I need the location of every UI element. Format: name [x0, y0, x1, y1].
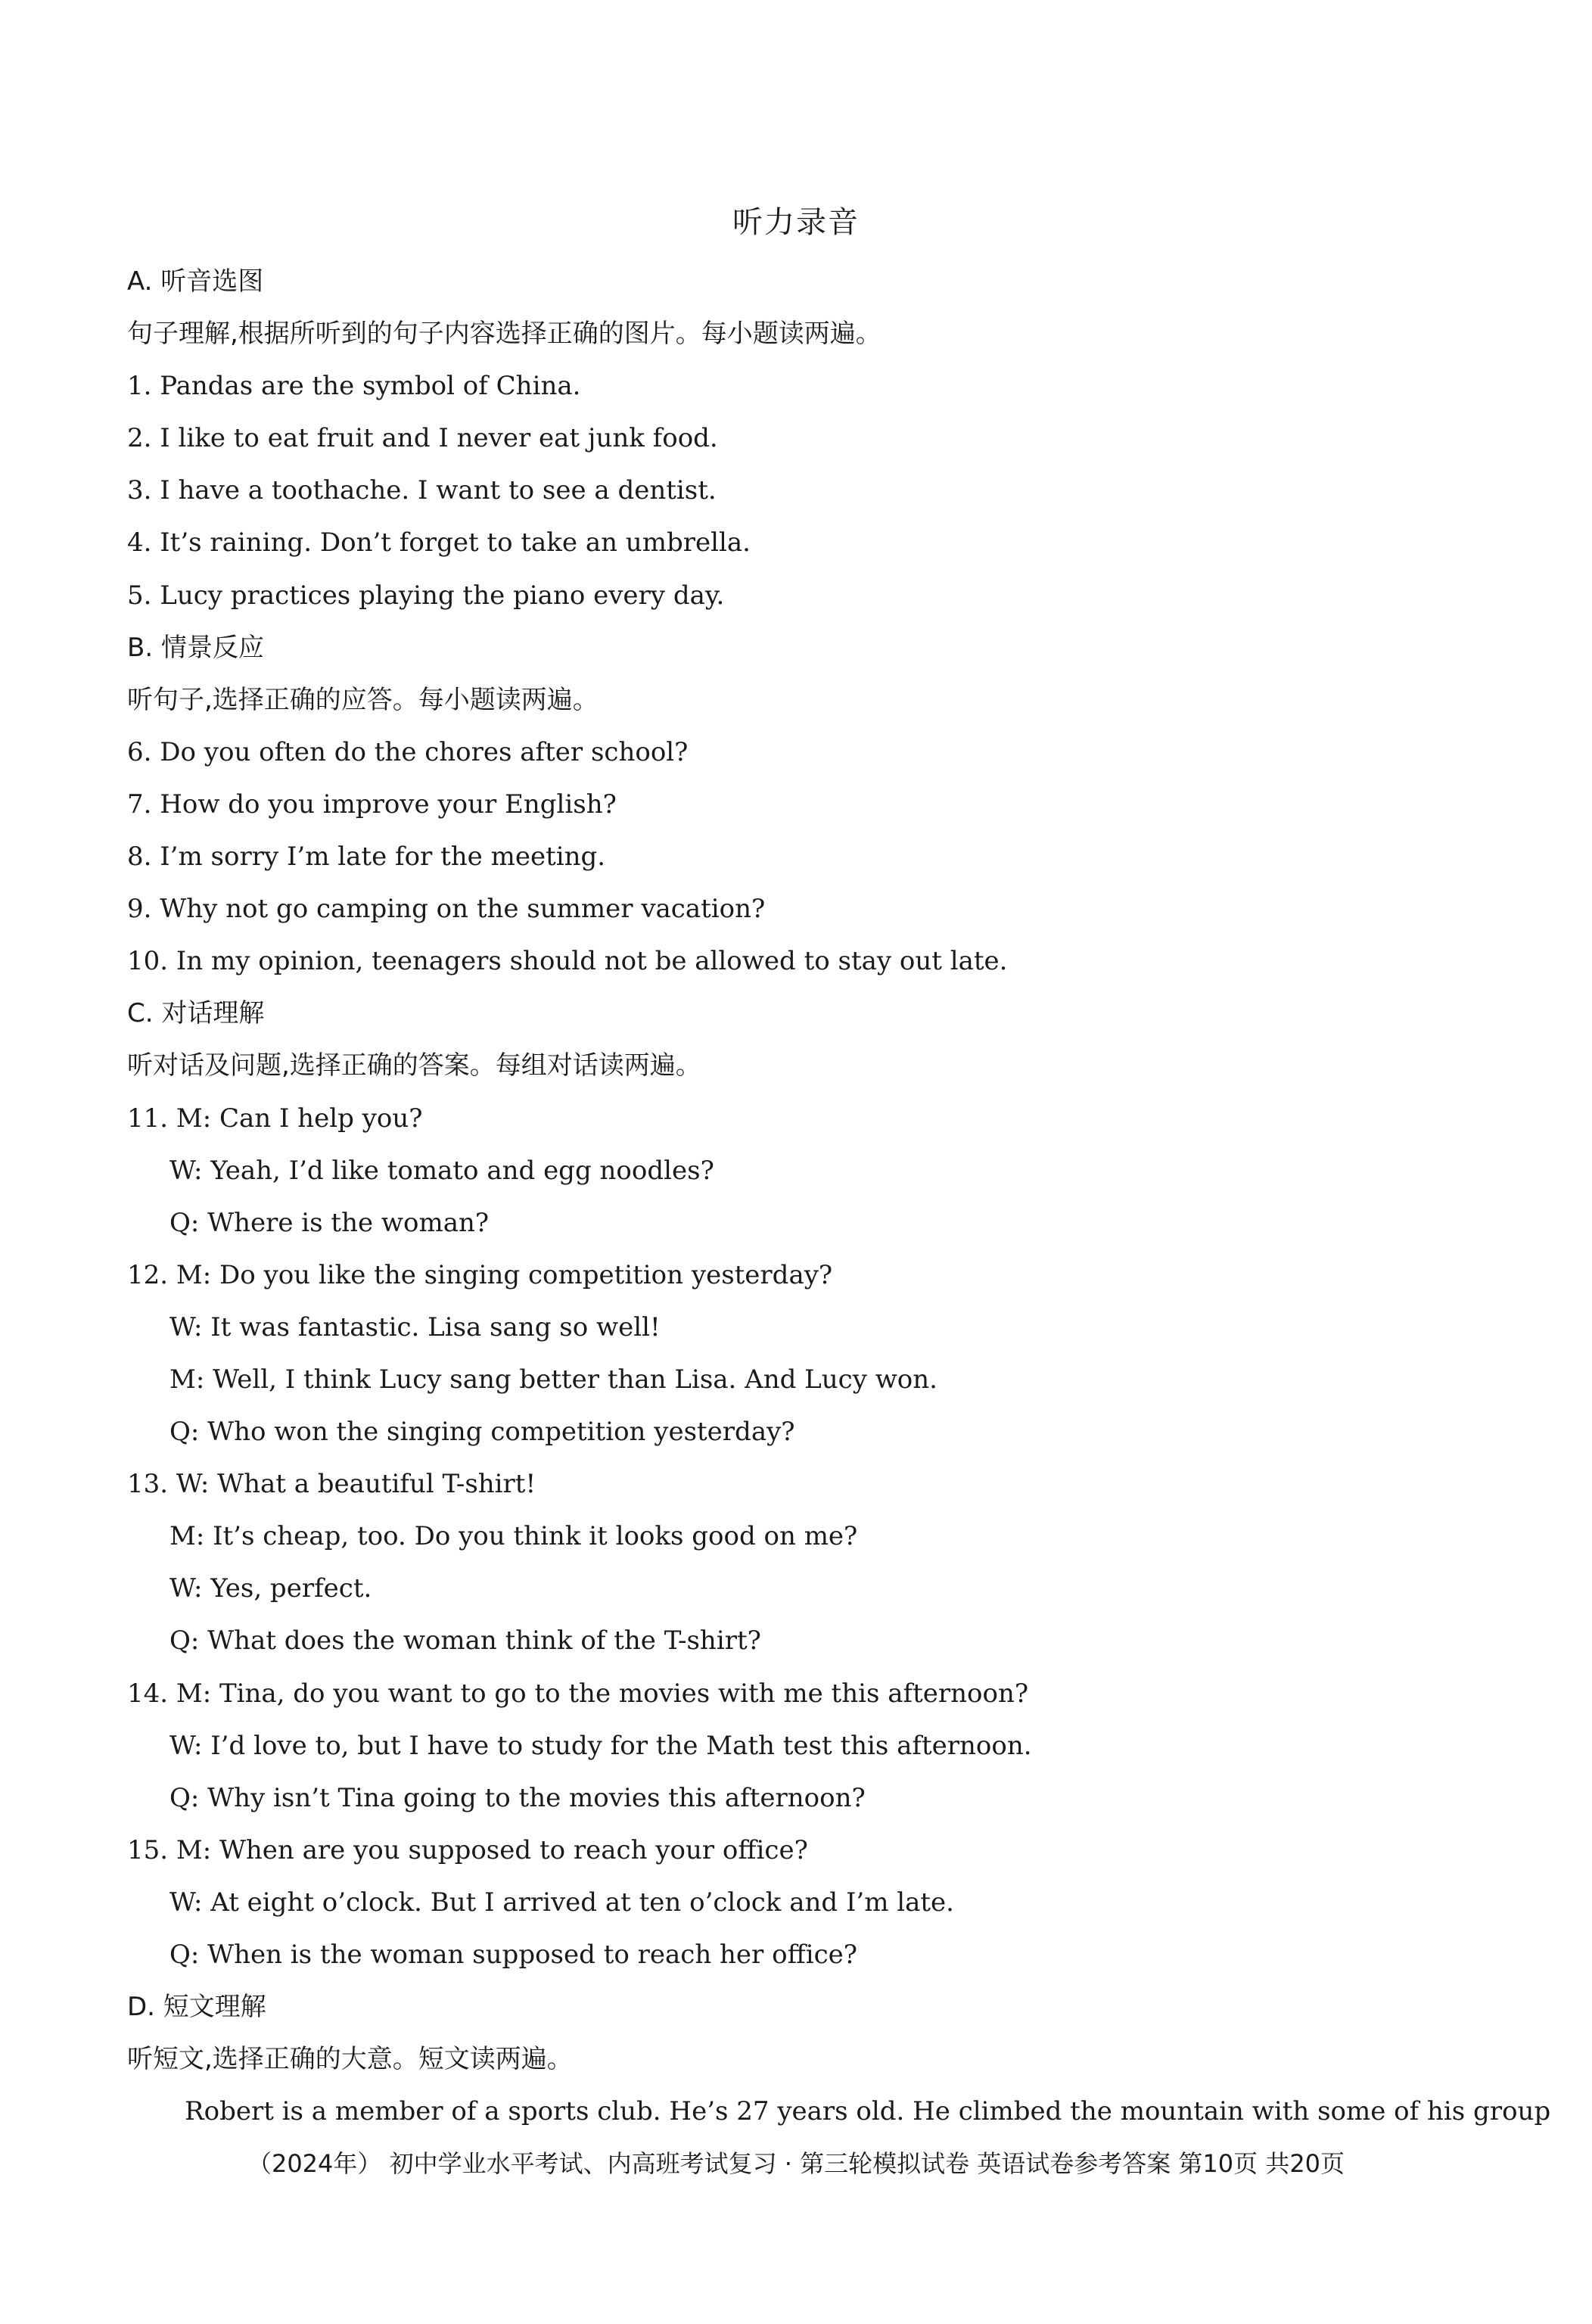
dialogue-line: 14. M: Tina, do you want to go to the movies with me this afternoon? — [127, 1678, 1029, 1709]
section-c-instruction: 听对话及问题,选择正确的答案。每组对话读两遍。 — [127, 1050, 701, 1081]
dialogue-line: M: Well, I think Lucy sang better than Lisa. And Lucy won. — [169, 1364, 937, 1395]
dialogue-line: W: I’d love to, but I have to study for the Math test this afternoon. — [169, 1730, 1032, 1761]
dialogue-line: M: It’s cheap, too. Do you think it looks good on me? — [169, 1521, 858, 1552]
list-item: 7. How do you improve your English? — [127, 789, 617, 820]
dialogue-question: Q: What does the woman think of the T-shirt? — [169, 1626, 761, 1657]
list-item: 1. Pandas are the symbol of China. — [127, 371, 581, 402]
dialogue-line: W: Yeah, I’d like tomato and egg noodles? — [169, 1155, 714, 1186]
dialogue-line: 15. M: When are you supposed to reach your office? — [127, 1834, 808, 1865]
dialogue-question: Q: Why isn’t Tina going to the movies this afternoon? — [169, 1782, 866, 1813]
dialogue-line: W: It was fantastic. Lisa sang so well! — [169, 1311, 661, 1342]
list-item: 2. I like to eat fruit and I never eat junk food. — [127, 423, 718, 454]
section-d-heading: D. 短文理解 — [127, 1992, 266, 2023]
dialogue-line: W: At eight o’clock. But I arrived at ten o’clock and I’m late. — [169, 1887, 954, 1918]
passage-text: Robert is a member of a sports club. He’s 27 years old. He climbed the mountain with some of his group — [185, 2096, 1551, 2127]
list-item: 8. I’m sorry I’m late for the meeting. — [127, 842, 606, 873]
document-body — [127, 256, 1551, 2138]
section-b-heading: B. 情景反应 — [127, 632, 264, 663]
list-item: 9. Why not go camping on the summer vacation? — [127, 894, 766, 925]
list-item: 3. I have a toothache. I want to see a dentist. — [127, 475, 717, 506]
list-item: 4. It’s raining. Don’t forget to take an umbrella. — [127, 527, 751, 558]
dialogue-line: 12. M: Do you like the singing competition yesterday? — [127, 1259, 833, 1290]
list-item: 10. In my opinion, teenagers should not be allowed to stay out late. — [127, 946, 1008, 977]
page-title: 听力录音 — [732, 205, 860, 240]
section-a-instruction: 句子理解,根据所听到的句子内容选择正确的图片。每小题读两遍。 — [127, 319, 882, 350]
dialogue-question: Q: Where is the woman? — [169, 1207, 490, 1238]
dialogue-line: W: Yes, perfect. — [169, 1573, 372, 1604]
dialogue-question: Q: When is the woman supposed to reach her office? — [169, 1940, 858, 1970]
dialogue-line: 11. M: Can I help you? — [127, 1103, 423, 1134]
section-a-heading: A. 听音选图 — [127, 266, 264, 297]
section-b-instruction: 听句子,选择正确的应答。每小题读两遍。 — [127, 684, 599, 715]
list-item: 5. Lucy practices playing the piano every day. — [127, 580, 725, 611]
list-item: 6. Do you often do the chores after school? — [127, 736, 689, 767]
page-footer: （2024年） 初中学业水平考试、内高班考试复习 · 第三轮模拟试卷 英语试卷参考答案 第10页 共20页 — [247, 2149, 1345, 2178]
section-c-heading: C. 对话理解 — [127, 998, 265, 1029]
section-d-instruction: 听短文,选择正确的大意。短文读两遍。 — [127, 2044, 573, 2075]
dialogue-question: Q: Who won the singing competition yesterday? — [169, 1417, 795, 1448]
dialogue-line: 13. W: What a beautiful T-shirt! — [127, 1469, 536, 1500]
